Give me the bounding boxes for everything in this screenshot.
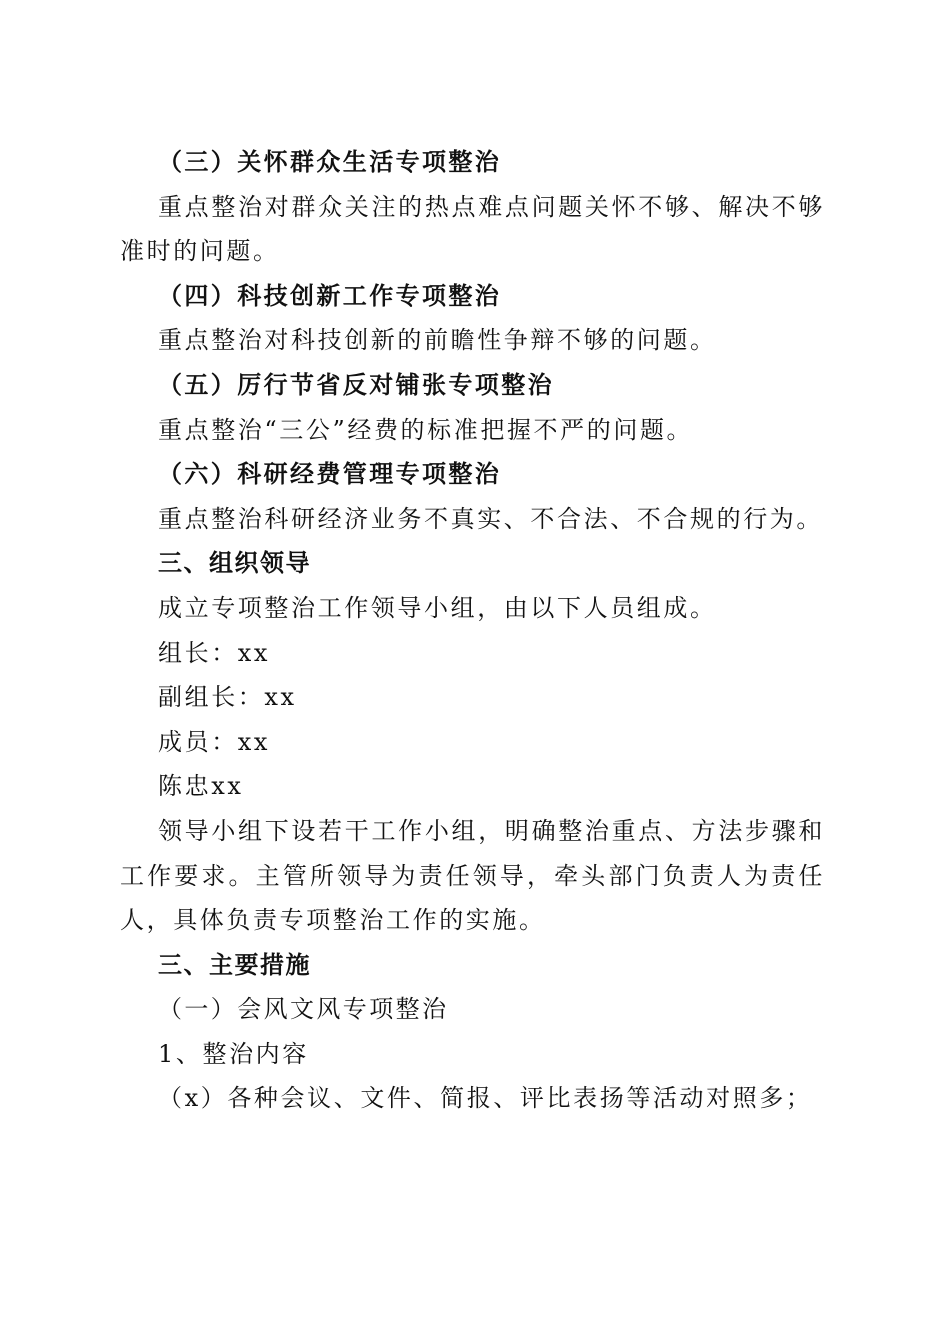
paragraph-item-x: （x）各种会议、文件、简报、评比表扬等活动对照多； [158,1084,813,1113]
paragraph-tech-innovation: 重点整治对科技创新的前瞻性争辩不够的问题。 [158,326,717,355]
document-body [120,140,825,1121]
section-heading-main-measures: 三、主要措施 [158,950,311,979]
paragraph-working-groups: 领导小组下设若干工作小组，明确整治重点、方法步骤和工作要求。主管所领导为责任领导，牵头部门负责人为责任人，具体负责专项整治工作的实施。 [120,816,825,935]
heading-tech-innovation: （四）科技创新工作专项整治 [158,280,502,310]
paragraph-member-name: 陈忠xx [158,772,244,801]
heading-research-funding: （六）科研经费管理专项整治 [158,459,502,489]
heading-care-for-public-life: （三）关怀群众生活专项整治 [158,147,502,176]
paragraph-leading-group: 成立专项整治工作领导小组，由以下人员组成。 [158,593,717,622]
paragraph-group-leader: 组长：xx [158,638,271,667]
heading-thrift: （五）厉行节省反对铺张专项整治 [158,369,554,399]
paragraph-research-funding: 重点整治科研经济业务不真实、不合法、不合规的行为。 [158,504,823,533]
paragraph-care-for-public-life: 重点整治对群众关注的热点难点问题关怀不够、解决不够准时的问题。 [120,192,825,266]
paragraph-rectification-content: 1、整治内容 [158,1039,309,1068]
paragraph-thrift: 重点整治“三公”经费的标准把握不严的问题。 [158,415,694,444]
section-heading-organization: 三、组织领导 [158,549,311,578]
paragraph-deputy-leader: 副组长：xx [158,683,297,712]
heading-meeting-style: （一）会风文风专项整治 [158,995,449,1024]
paragraph-members: 成员：xx [158,727,271,756]
